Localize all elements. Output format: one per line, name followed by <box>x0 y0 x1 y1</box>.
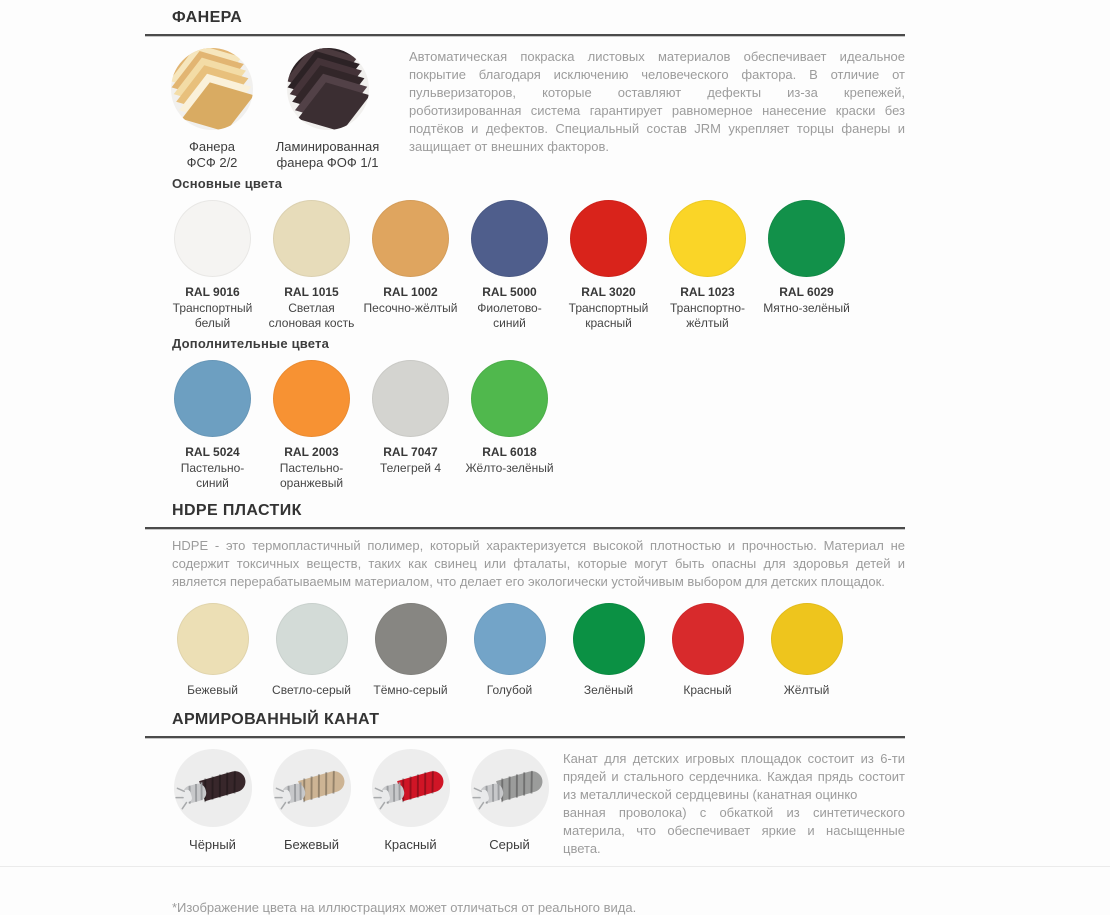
color-swatch <box>361 603 460 698</box>
swatch-code: RAL 9016 <box>185 285 240 299</box>
section-rule <box>145 736 905 739</box>
color-circle <box>471 360 548 437</box>
color-swatch <box>361 360 460 491</box>
additional-colors-label: Дополнительные цвета <box>172 336 330 351</box>
color-circle <box>174 200 251 277</box>
color-swatch <box>262 603 361 698</box>
color-swatch <box>757 603 856 698</box>
swatch-name: Транспортно-жёлтый <box>669 301 745 330</box>
swatch-name: Светлая слоновая кость <box>268 301 355 330</box>
swatch-name: Телегрей 4 <box>379 461 442 475</box>
section-title-rope: АРМИРОВАННЫЙ КАНАТ <box>172 711 380 728</box>
rope-swatch <box>262 748 361 852</box>
color-circle <box>669 200 746 277</box>
color-swatch <box>163 603 262 698</box>
color-swatch <box>262 360 361 491</box>
footnote: *Изображение цвета на иллюстрациях может отличаться от реального вида. <box>172 900 637 915</box>
color-swatch <box>460 603 559 698</box>
section-rule <box>145 34 905 37</box>
rope-row <box>163 748 905 858</box>
color-circle <box>276 603 348 675</box>
color-swatch <box>262 200 361 331</box>
color-circle <box>672 603 744 675</box>
swatch-code: RAL 7047 <box>383 445 438 459</box>
rope-name: Красный <box>384 837 437 852</box>
color-swatch <box>757 200 856 331</box>
color-circle <box>471 200 548 277</box>
color-circle <box>177 603 249 675</box>
swatch-code: RAL 3020 <box>581 285 636 299</box>
plywood-sample-label: Фанера ФСФ 2/2 <box>186 139 238 170</box>
plywood-sample-fof <box>260 47 395 171</box>
rope-swatch <box>460 748 559 852</box>
color-swatch <box>658 200 757 331</box>
color-swatch <box>460 360 559 491</box>
bottom-divider <box>0 866 1110 867</box>
rope-name: Серый <box>489 837 530 852</box>
color-circle <box>474 603 546 675</box>
swatch-name: Мятно-зелёный <box>763 301 850 315</box>
swatch-code: RAL 1015 <box>284 285 339 299</box>
color-circle <box>273 360 350 437</box>
plywood-intro-row <box>172 47 905 171</box>
swatch-name: Красный <box>683 683 732 697</box>
color-swatch <box>559 200 658 331</box>
color-circle <box>573 603 645 675</box>
color-circle <box>771 603 843 675</box>
color-circle <box>768 200 845 277</box>
swatch-name: Зелёный <box>583 683 634 697</box>
swatch-code: RAL 5024 <box>185 445 240 459</box>
swatch-name: Светло-серый <box>272 683 351 697</box>
swatch-code: RAL 2003 <box>284 445 339 459</box>
additional-colors-row <box>163 360 905 491</box>
plywood-sample-label: Ламинированная фанера ФОФ 1/1 <box>275 139 380 170</box>
color-swatch <box>460 200 559 331</box>
rope-swatch <box>163 748 262 852</box>
plywood-sample-fsf <box>170 47 254 171</box>
hdpe-colors-row <box>163 603 905 698</box>
rope-image <box>173 748 253 828</box>
primary-colors-row <box>163 200 905 331</box>
swatch-name: Транспортный красный <box>568 301 649 330</box>
color-swatch <box>163 360 262 491</box>
swatch-name: Транспортный белый <box>172 301 253 330</box>
color-circle <box>375 603 447 675</box>
swatch-name: Жёлтый <box>783 683 830 697</box>
color-swatch <box>658 603 757 698</box>
swatch-name: Песочно-жёлтый <box>363 301 458 315</box>
primary-colors-label: Основные цвета <box>172 176 283 191</box>
plywood-fsf-image <box>170 47 254 131</box>
hdpe-description: HDPE - это термопластичный полимер, который характеризуется высокой плотностью и прочностью. Материал не содержит токсичных веществ, таких как свинец или фталаты, которые могут быть опасны для здоровья детей и является перерабатываемым материалом, что делает его экологически устойчивым выбором для детских площадок. <box>172 538 905 589</box>
swatch-code: RAL 6029 <box>779 285 834 299</box>
swatch-name: Бежевый <box>187 683 238 697</box>
color-swatch <box>559 603 658 698</box>
color-circle <box>273 200 350 277</box>
swatch-name: Пастельно-синий <box>180 461 245 490</box>
rope-image <box>470 748 550 828</box>
color-circle <box>372 200 449 277</box>
color-swatch <box>163 200 262 331</box>
swatch-name: Пастельно-оранжевый <box>279 461 344 490</box>
color-circle <box>570 200 647 277</box>
color-circle <box>174 360 251 437</box>
swatch-name: Фиолетово-синий <box>477 301 542 330</box>
rope-description: Канат для детских игровых площадок состоит из 6-ти прядей и стального сердечника. Каждая прядь состоит из металлической сердцевины (канатная оцинко ванная проволока) с обкаткой из синтетического материла, что обеспечивает яркие и насыщенные цвета. <box>563 751 905 856</box>
swatch-code: RAL 5000 <box>482 285 537 299</box>
rope-swatch <box>361 748 460 852</box>
swatch-name: Жёлто-зелёный <box>465 461 554 475</box>
swatch-name: Голубой <box>486 683 533 697</box>
color-swatch <box>361 200 460 331</box>
section-rule <box>145 527 905 530</box>
rope-image <box>272 748 352 828</box>
swatch-code: RAL 6018 <box>482 445 537 459</box>
plywood-fof-image <box>286 47 370 131</box>
rope-name: Чёрный <box>189 837 236 852</box>
swatch-name: Тёмно-серый <box>373 683 448 697</box>
rope-image <box>371 748 451 828</box>
section-title-hdpe: HDPE ПЛАСТИК <box>172 502 302 519</box>
section-title-plywood: ФАНЕРА <box>172 9 243 26</box>
color-circle <box>372 360 449 437</box>
swatch-code: RAL 1023 <box>680 285 735 299</box>
rope-name: Бежевый <box>283 837 340 852</box>
plywood-description: Автоматическая покраска листовых материалов обеспечивает идеальное покрытие благодаря исключению человеческого фактора. В отличие от пульверизаторов, которые оставляют дефекты из-за крепежей, роботизированная система гарантирует равномерное нанесение краски без подтёков и дефектов. Специальный состав JRM укрепляет торцы фанеры и защищает от внешних факторов. <box>409 49 905 154</box>
swatch-code: RAL 1002 <box>383 285 438 299</box>
